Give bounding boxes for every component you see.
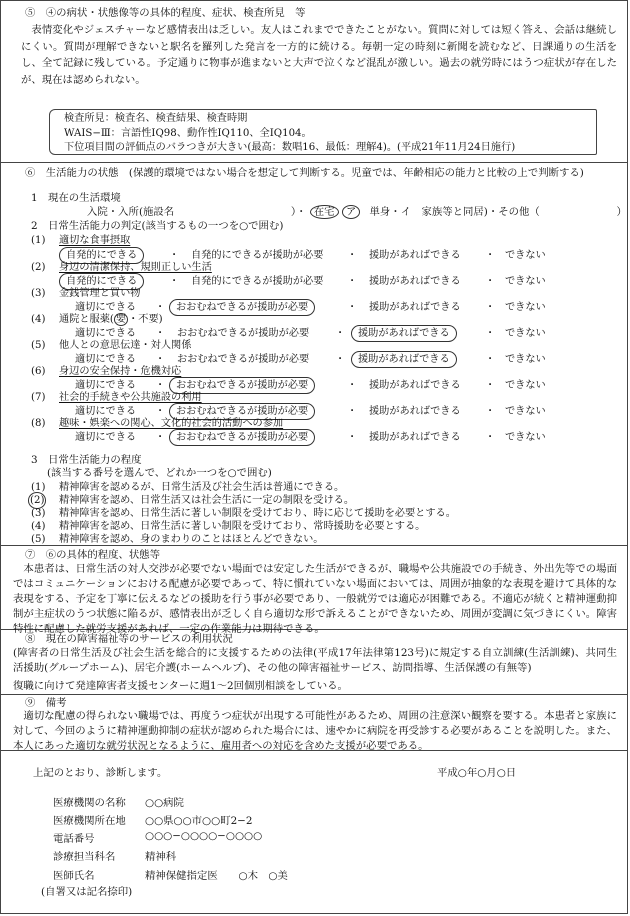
selected-option: おおむねできるが援助が必要	[169, 299, 315, 316]
ability-item-5: (5) 他人との意思伝達・対人関係	[31, 340, 192, 351]
environment-heading: 1 現在の生活環境	[31, 192, 121, 204]
ability-options-1: 自発的にできる ・ 自発的にできるが援助が必要 ・ 援助があればできる ・ できない	[1, 248, 627, 263]
ability-item-6: (6) 身辺の安全保持・危機対応	[31, 366, 182, 377]
section-5-text: 表情変化やジェスチャーなど感情表出は乏しい。友人はこれまでできたことがない。質問に対しては短く答え、会話は継続しにくい。質問が理解できないと駅名を羅列した発言を一方的に続ける。毎朝一定の時刻に新聞を読むなど、日課通りの生活をし、全て記録に残している。予定通りに物事が進まないと大声で泣くなど混乱が激しい。過去の就労時にはうつ症状が存在したが、現在は認められない。	[21, 24, 617, 86]
diagnosis-date: 平成○年○月○日	[437, 767, 517, 779]
phone-value: ○○○−○○○○−○○○○	[145, 830, 263, 842]
degree-row-4: (4) 精神障害を認め、日常生活に著しい制限を受けており、常時援助を必要とする。	[31, 521, 426, 532]
section-7-title: ⑦ ⑥の具体的程度、状態等	[25, 549, 161, 561]
section-life-ability	[1, 163, 627, 546]
section-9-title: ⑨ 備考	[25, 697, 67, 709]
degree-row-3: (3) 精神障害を認め、日常生活に著しい制限を受けており、時に応じて援助を必要とする。	[31, 508, 456, 519]
section-8-usage: 復職に向けて発達障害者支援センターに週1〜2回個別相談をしている。	[13, 680, 348, 692]
exam-findings-box	[49, 109, 597, 155]
judgement-heading: 2 日常生活能力の判定(該当するもの一つを○で囲む)	[31, 220, 284, 232]
ability-options-7: 適切にできる ・ おおむねできるが援助が必要 ・ 援助があればできる ・ できない	[1, 404, 627, 419]
hospital-name-label: 医療機関の名称	[53, 797, 126, 809]
environment-row: 入院・入所(施設名 ）・ 在宅 ア 単身・イ 家族等と同居)・その他（ ）	[87, 206, 627, 218]
department-label: 診療担当科名	[53, 851, 116, 863]
doctor-name-label: 医師氏名	[53, 870, 95, 882]
section-7-text: 本患者は、日常生活の対人交渉が必要でない場面では安定した生活ができるが、職場や公共施設での手続き、外出先等での場面ではコミュニケーションにおける配慮が必要であって、特に慣れていない場面においては、周囲が抽象的な表現を避けて具体的な表現をする、予定を丁寧に伝えるなどの援助を行う事が必要であり、一般就労では適応が困難である。不適応が続くと精神運動抑制が主症状のうつ状態に陥るが、感情表出が乏しく自ら適切な形で訴えることができないため、周囲が変調に気づきにくい。障害特性に配慮した就労支援があれば、一定の作業能力は期待できる。	[13, 563, 617, 635]
degree-row-2: (2) 精神障害を認め、日常生活又は社会生活に一定の制限を受ける。	[1, 493, 627, 508]
medication-required-circled: 要	[115, 314, 127, 325]
selected-degree: (2)	[28, 492, 46, 509]
diagnosis-statement: 上記のとおり、診断します。	[33, 767, 168, 779]
phone-label: 電話番号	[53, 833, 95, 845]
ability-item-1: (1) 適切な食事摂取	[31, 235, 131, 246]
ability-item-2: (2) 身辺の清潔保持、規則正しい生活	[31, 262, 212, 273]
exam-line-2: WAIS−Ⅲ：言語性IQ98、動作性IQ110、全IQ104。	[64, 127, 312, 139]
degree-subheading: (該当する番号を選んで、どれか一つを○で囲む)	[47, 467, 272, 479]
ability-options-6: 適切にできる ・ おおむねできるが援助が必要 ・ 援助があればできる ・ できない	[1, 378, 627, 393]
section-5-title: ⑤ ④の病状・状態像等の具体的程度、症状、検査所見 等	[25, 7, 306, 19]
exam-line-1: 検査所見：検査名、検査結果、検査時期	[64, 113, 248, 124]
ability-options-5: 適切にできる ・ おおむねできるが援助が必要 ・ 援助があればできる ・ できない	[1, 352, 627, 367]
exam-line-3: 下位項目間の評価点のバラつきが大きい(最高：数唱16、最低：理解4)。(平成21年11月24日施行)	[64, 142, 516, 153]
section-8-title: ⑧ 現在の障害福祉等のサービスの利用状況	[25, 633, 233, 645]
ability-item-7: (7) 社会的手続きや公共施設の利用	[31, 392, 202, 403]
section-remarks	[1, 695, 627, 751]
env-alone-circled: ア	[342, 205, 360, 219]
ability-options-8: 適切にできる ・ おおむねできるが援助が必要 ・ 援助があればできる ・ できない	[1, 430, 627, 445]
section-9-text: 適切な配慮の得られない職場では、再度うつ症状が出現する可能性があるため、周囲の注意深い観察を要する。本患者と家族に対して、今回のように精神運動抑制の症状が認められた場合には、速やかに病院を再受診する必要があることを説明した。また、本人にあった適切な就労状況となるように、雇用者への対応を含めた支援が必要である。	[13, 710, 617, 752]
selected-option: 援助があればできる	[351, 325, 457, 342]
ability-options-3: 適切にできる ・ おおむねできるが援助が必要 ・ 援助があればできる ・ できない	[1, 300, 627, 315]
doctor-name-value: 精神保健指定医 ○木 ○美	[145, 870, 288, 882]
ability-options-2: 自発的にできる ・ 自発的にできるが援助が必要 ・ 援助があればできる ・ できない	[1, 274, 627, 289]
section-ability-detail	[1, 546, 627, 635]
ability-item-4: (4) 通院と服薬( 要 ・不要)	[31, 314, 163, 325]
hospital-address-label: 医療機関所在地	[53, 815, 126, 827]
section-services	[1, 630, 627, 695]
department-value: 精神科	[145, 851, 177, 863]
selected-option: 援助があればできる	[351, 351, 457, 368]
section-6-title: ⑥ 生活能力の状態 (保護的環境ではない場合を想定して判断する。児童では、年齢相応の能力と比較の上で判断する)	[25, 167, 584, 179]
section-symptoms	[1, 1, 627, 163]
degree-row-1: (1) 精神障害を認めるが、日常生活及び社会生活は普通にできる。	[31, 482, 345, 493]
selected-option: おおむねできるが援助が必要	[169, 429, 315, 446]
selected-option: おおむねできるが援助が必要	[169, 403, 315, 420]
env-home-circled: 在宅	[310, 205, 339, 219]
ability-item-3: (3) 金銭管理と買い物	[31, 288, 141, 299]
selected-option: おおむねできるが援助が必要	[169, 377, 315, 394]
hospital-name-value: ○○病院	[145, 797, 184, 809]
selected-option: 自発的にできる	[59, 247, 144, 264]
degree-row-5: (5) 精神障害を認め、身のまわりのことはほとんどできない。	[31, 534, 324, 545]
signature-note: (自署又は記名捺印)	[41, 886, 133, 898]
hospital-address-value: ○○県○○市○○町2−2	[145, 815, 253, 827]
selected-option: 自発的にできる	[59, 273, 144, 290]
section-8-text: (障害者の日常生活及び社会生活を総合的に支援するための法律(平成17年法律第123号)に規定する自立訓練(生活訓練)、共同生活援助(グループホーム)、居宅介護(ホームヘルプ)、その他の障害福祉サービス、訪問指導、生活保護の有無等)	[13, 647, 617, 674]
ability-item-8: (8) 趣味・娯楽への関心、文化的社会的活動への参加	[31, 418, 284, 429]
degree-heading: 3 日常生活能力の程度	[31, 454, 142, 466]
ability-options-4: 適切にできる ・ おおむねできるが援助が必要 ・ 援助があればできる ・ できない	[1, 326, 627, 341]
